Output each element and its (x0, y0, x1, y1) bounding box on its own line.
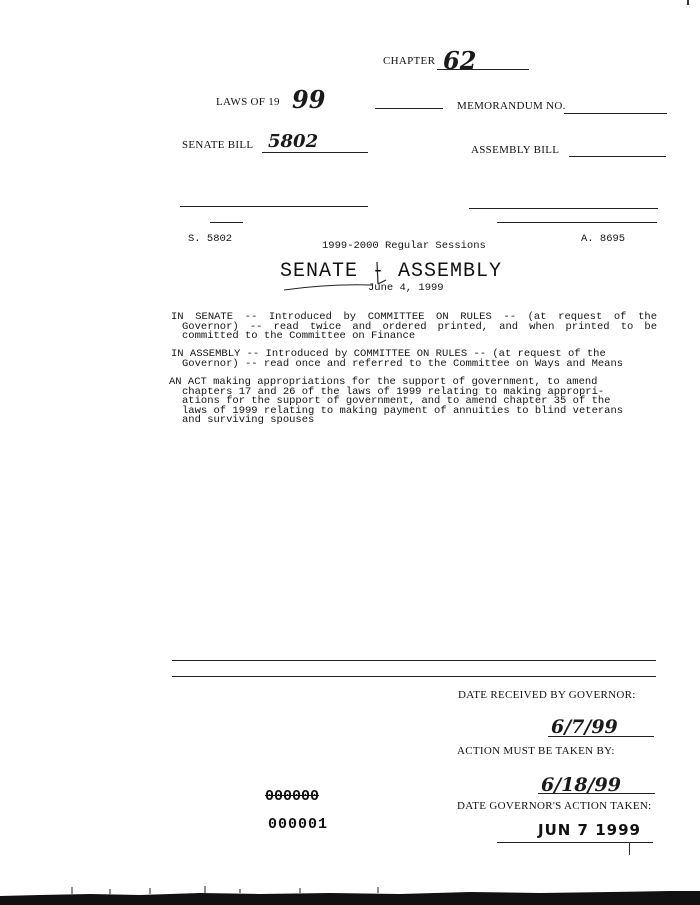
date-received-value: 6/7/99 (551, 716, 618, 738)
title-senate: SENATE (280, 260, 359, 283)
date-received-label: DATE RECEIVED BY GOVERNOR: (458, 689, 636, 701)
scan-mark (629, 842, 630, 855)
senate-paragraph (171, 313, 657, 342)
act-line: ations for the support of government, and to amend chapter 35 of the (182, 395, 611, 408)
action-taken-stamp: JUN 7 1999 (538, 821, 641, 839)
act-paragraph (169, 378, 655, 426)
struck-number: 000000 (265, 788, 320, 805)
act-line: laws of 1999 relating to making payment of annuities to blind veterans (182, 404, 624, 417)
act-line: AN ACT making appropriations for the support of government, to amend (169, 376, 598, 388)
assembly-line: Governor) -- read once and referred to the Committee on Ways and Means (182, 357, 624, 370)
senate-line: Governor) -- read twice and ordered printed, and when printed to be (182, 320, 657, 333)
action-by-line (538, 793, 655, 794)
title-separator: - (372, 260, 386, 283)
senate-bill-line (262, 152, 368, 153)
memorandum-label: MEMORANDUM NO. (457, 100, 566, 112)
document-number: 000001 (268, 816, 329, 833)
act-line: and surviving spouses (182, 414, 315, 427)
assembly-line: IN ASSEMBLY -- Introduced by COMMITTEE ON RULES -- (at request of the (171, 348, 606, 360)
chapter-value: 62 (443, 46, 477, 75)
action-taken-label: DATE GOVERNOR'S ACTION TAKEN: (457, 800, 652, 812)
memorandum-line (564, 113, 667, 114)
senate-bill-number: S. 5802 (188, 233, 233, 245)
session-label: 1999-2000 Regular Sessions (322, 240, 486, 252)
laws-label: LAWS OF 19 (216, 96, 280, 108)
senate-bill-value: 5802 (268, 131, 319, 152)
action-by-label: ACTION MUST BE TAKEN BY: (457, 745, 615, 757)
bill-date: June 4, 1999 (368, 282, 444, 294)
laws-year-value: 99 (292, 85, 326, 114)
assembly-bill-label: ASSEMBLY BILL (471, 144, 560, 156)
rule-right (497, 222, 657, 223)
chapter-line (437, 69, 529, 70)
scan-mark (687, 0, 689, 5)
assembly-bill-number: A. 8695 (581, 233, 626, 245)
act-line: chapters 17 and 26 of the laws of 1999 relating to making appropri- (182, 385, 605, 398)
senate-bill-label: SENATE BILL (182, 139, 254, 151)
action-by-value: 6/18/99 (541, 774, 621, 796)
blank-line-right (469, 208, 658, 209)
short-rule-left (210, 222, 243, 223)
bottom-rule-2 (172, 676, 656, 677)
senate-line: committed to the Committee on Finance (182, 330, 416, 343)
bottom-rule-1 (172, 660, 656, 661)
senate-line: IN SENATE -- Introduced by COMMITTEE ON RULES -- (at request of the (171, 311, 657, 323)
laws-extra-line (375, 108, 443, 109)
assembly-bill-line (569, 156, 666, 157)
blank-line-left (180, 206, 368, 207)
assembly-paragraph (171, 350, 657, 369)
date-received-line (548, 736, 654, 737)
title-assembly: ASSEMBLY (398, 260, 503, 283)
scan-bottom-edge (0, 883, 700, 905)
chapter-label: CHAPTER (383, 55, 436, 67)
